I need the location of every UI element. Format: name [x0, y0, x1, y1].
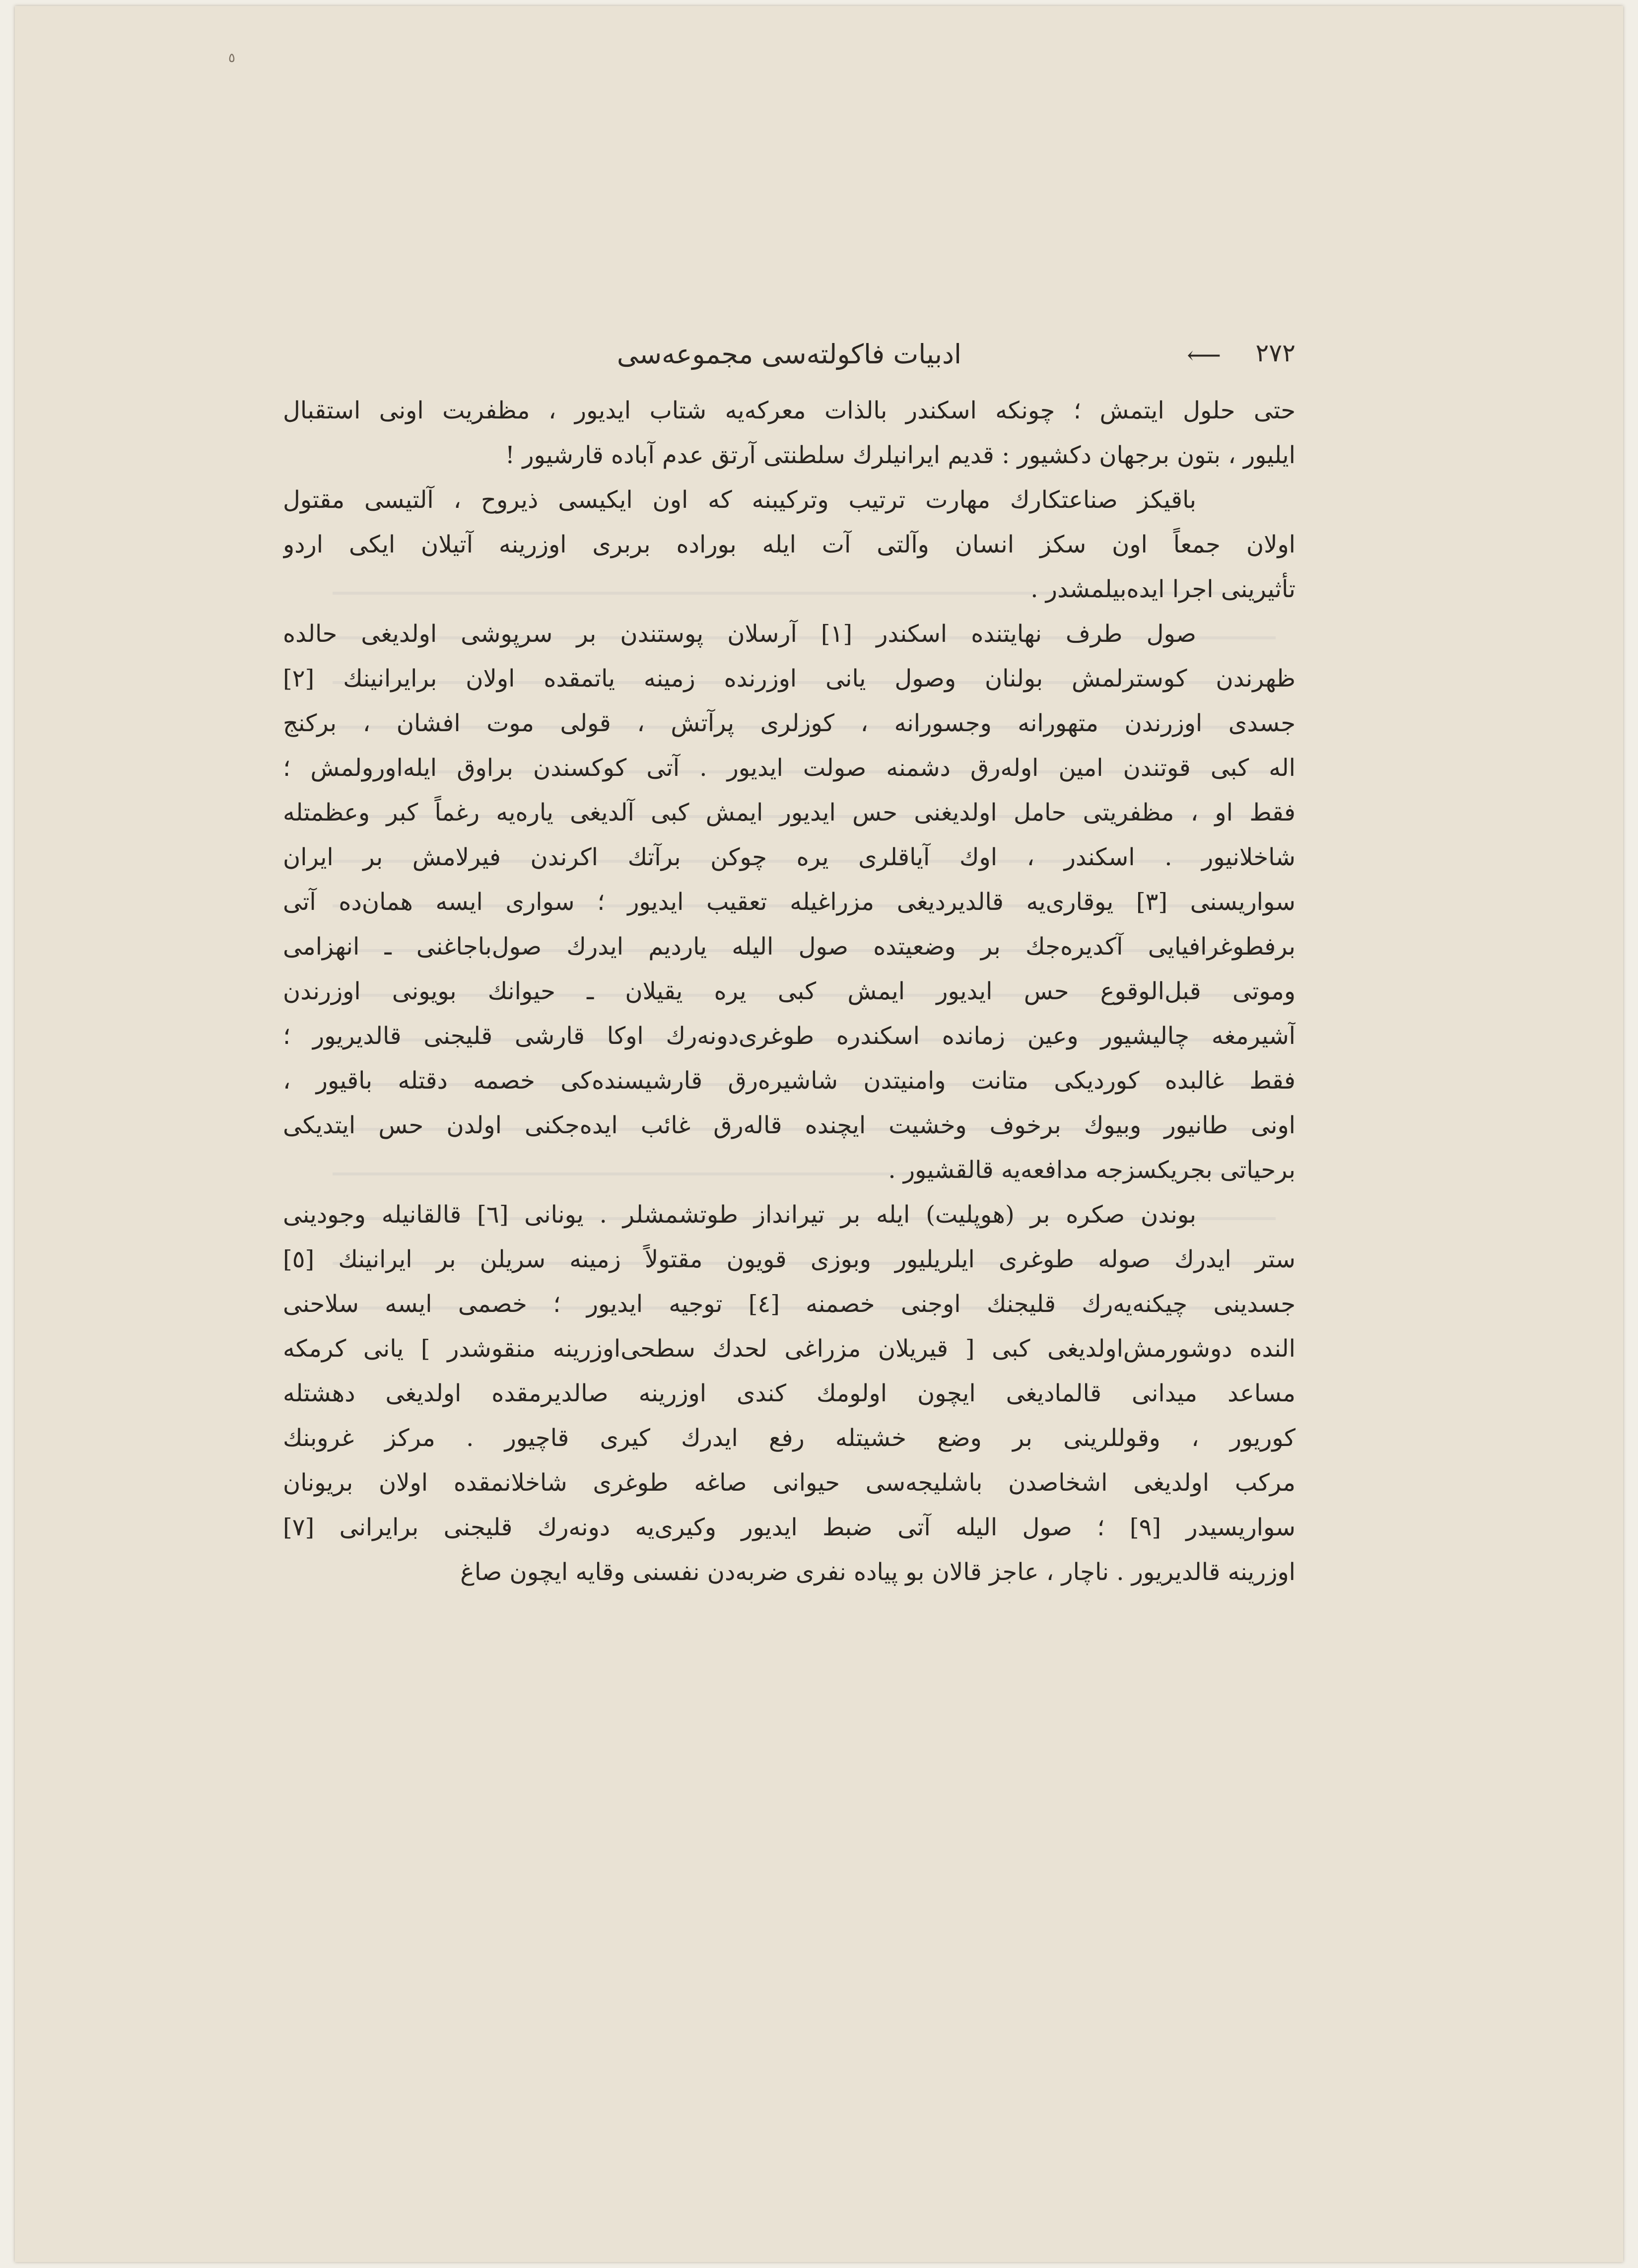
text-line: بوندن صكره بر (هوپليت) ايله بر تيرانداز طوتشمشلر . يونانى [٦] قالقانيله وجودينى	[283, 1201, 1196, 1229]
page-header	[283, 339, 1296, 383]
text-line: اله كبى قوتندن امين اوله‌رق دشمنه صولت ايديور . آتى كوكسندن براوق ايله‌اورولمش ؛	[283, 754, 1296, 782]
arrow-ornament-icon: ⟵	[1187, 342, 1221, 369]
text-line: حتى حلول ايتمش ؛ چونكه اسكندر بالذات معركه‌يه شتاب ايديور ، مظفريت اونى استقبال	[283, 397, 1296, 424]
text-line: ايليور ، بتون برجهان دكشيور : قديم ايرانيلرك سلطنتى آرتق عدم آباده قارشيور !	[505, 441, 1296, 469]
text-line: مساعد ميدانى قالماديغى ايچون اولومك كندى اوزرينه صالديرمقده اولديغى دهشتله	[283, 1379, 1296, 1407]
text-line: ظهرندن كوسترلمش بولنان وصول يانى اوزرنده زمينه ياتمقده اولان برايرانينك [٢]	[283, 665, 1296, 692]
text-line: النده دوشورمش‌اولديغى كبى [ قيريلان مزراغى لحدك سطحى‌اوزرينه منقوشدر ] يانى كرمكه	[283, 1335, 1296, 1363]
page-number: ٢٧٢	[1255, 339, 1296, 367]
text-line: سواريسنى [٣] يوقارى‌يه قالديرديغى مزراغيله تعقيب ايديور ؛ سوارى ايسه همان‌ده آتى	[283, 888, 1296, 916]
text-line: ستر ايدرك صوله طوغرى ايلريليور وبوزى قويون مقتولاً زمينه سريلن بر ايرانينك [٥]	[283, 1245, 1296, 1273]
body-text	[283, 388, 1296, 1594]
text-line: اوزرينه قالديريور . ناچار ، عاجز قالان بو پياده نفرى ضربه‌دن نفسنى وقايه ايچون صاغ	[460, 1558, 1296, 1586]
text-line: برحياتى بجريكسزجه مدافعه‌يه قالقشيور .	[888, 1156, 1296, 1184]
paragraph	[283, 478, 1296, 612]
text-line: جسدى اوزرندن متهورانه وجسورانه ، كوزلرى پرآتش ، قولى موت افشان ، بركنج	[283, 709, 1296, 737]
corner-mark: ٥	[228, 51, 235, 66]
text-line: جسدينى چيكنه‌يه‌رك قليجنك اوجنى خصمنه [٤] توجيه ايديور ؛ خصمى ايسه سلاحنى	[283, 1290, 1296, 1318]
text-line: باقيكز صناعتكارك مهارت ترتيب وتركيبنه كه اون ايكيسى ذيروح ، آلتيسى مقتول	[283, 486, 1196, 514]
paragraph	[283, 388, 1296, 478]
text-line: سواريسيدر [٩] ؛ صول اليله آتى ضبط ايديور وكيرى‌يه دونه‌رك قليجنى برايرانى [٧]	[283, 1513, 1296, 1541]
text-line: مركب اولديغى اشخاصدن باشليجه‌سى حيوانى صاغه طوغرى شاخلانمقده اولان بريونان	[283, 1469, 1296, 1497]
text-line: وموتى قبل‌الوقوع حس ايديور ايمش كبى يره يقيلان ـ حيوانك بويونى اوزرندن	[283, 977, 1296, 1005]
text-line: فقط او ، مظفريتى حامل اولديغنى حس ايديور ايمش كبى آلديغى ياره‌يه رغماً كبر وعظمتله	[283, 799, 1296, 826]
text-line: برفطوغرافيايى آكديره‌جك بر وضعيتده صول اليله ياردیم ايدرك صول‌باجاغنى ـ انهزامى	[283, 933, 1296, 961]
text-line: آشيرمغه چاليشيور وعين زمانده اسكندره طوغرى‌دونه‌رك اوكا قارشى قليجنى قالديريور ؛	[283, 1022, 1296, 1050]
text-line: شاخلانيور . اسكندر ، اوك آياقلرى يره چوكن برآتك اكرندن فيرلامش بر ايران	[283, 843, 1296, 871]
running-title: ادبيات فاكولته‌سى مجموعه‌سى	[616, 339, 962, 370]
text-line: فقط غالبده كورديكى متانت وامنيتدن شاشيره‌رق قارشيسنده‌كى خصمه دقتله باقيور ،	[283, 1067, 1296, 1095]
text-line: كوريور ، وقوللرينى بر وضع خشيتله رفع ايدرك كيرى قاچيور . مركز غروبنك	[283, 1424, 1296, 1452]
text-line: تأثيرينى اجرا ايده‌بيلمشدر .	[1030, 575, 1296, 603]
text-line: صول طرف نهايتنده اسكندر [١] آرسلان پوستندن بر سرپوشى اولديغى حالده	[283, 620, 1196, 648]
text-line: اونى طانيور وبيوك برخوف وخشيت ايچنده قاله‌رق غائب ايده‌جكنى اولدن حس ايتديكى	[283, 1111, 1296, 1139]
scanned-page	[15, 6, 1623, 2262]
paragraph	[283, 1192, 1296, 1594]
paragraph	[283, 612, 1296, 1192]
text-line: اولان جمعاً اون سكز انسان وآلتى آت ايله بوراده بربرى اوزرينه آتيلان ايكى اردو	[283, 531, 1296, 558]
